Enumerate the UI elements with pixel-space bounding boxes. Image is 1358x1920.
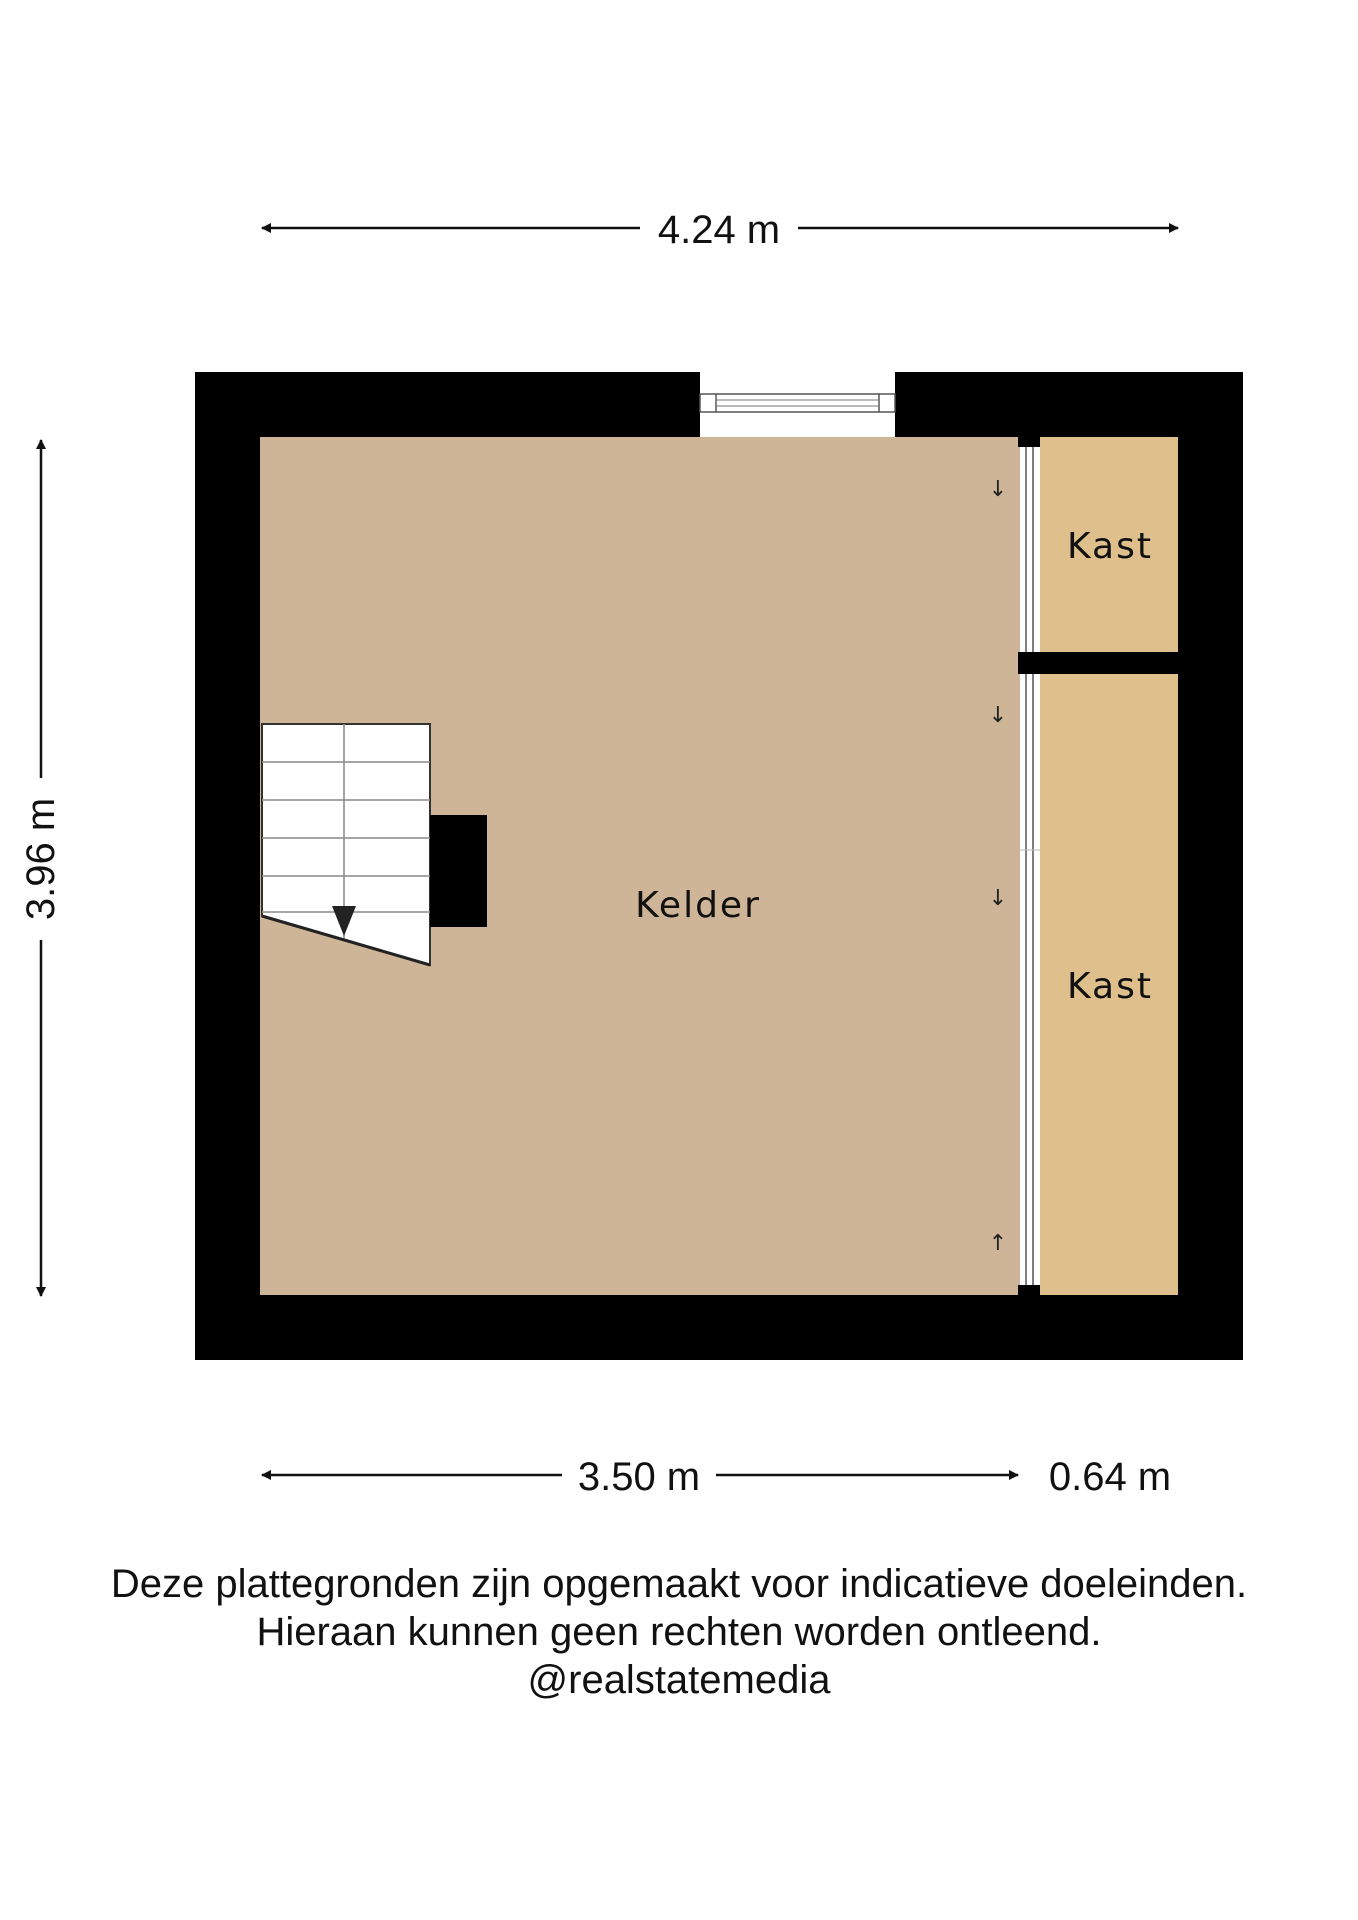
dimension-left-label: 3.96 m bbox=[19, 797, 63, 921]
door-arrow-b: ↓ bbox=[988, 703, 1008, 728]
dimension-left bbox=[19, 440, 63, 1296]
disclaimer-line-2: Hieraan kunnen geen rechten worden ontleend. bbox=[256, 1610, 1102, 1654]
kast-divider-wall bbox=[1018, 652, 1178, 674]
disclaimer-line-1: Deze plattegronden zijn opgemaakt voor indicatieve doeleinden. bbox=[110, 1562, 1248, 1606]
door-post-bottom bbox=[1018, 1285, 1040, 1295]
door-post-top bbox=[1018, 437, 1040, 447]
room-label-kast-upper: Kast bbox=[1067, 526, 1153, 567]
dimension-top-label: 4.24 m bbox=[657, 208, 781, 252]
dimension-bottom-kast-label: 0.64 m bbox=[1048, 1455, 1172, 1499]
window bbox=[700, 372, 895, 437]
room-label-kast-lower: Kast bbox=[1067, 966, 1153, 1007]
door-arrow-c: ↓ bbox=[988, 886, 1008, 911]
disclaimer bbox=[0, 1560, 1358, 1704]
dimension-top bbox=[262, 208, 1178, 252]
door-arrow-a: ↓ bbox=[988, 477, 1008, 502]
sliding-door-upper[interactable] bbox=[1020, 437, 1040, 652]
chimney-block bbox=[430, 815, 487, 927]
dimension-bottom bbox=[262, 1455, 1171, 1499]
disclaimer-credit: @realstatemedia bbox=[527, 1658, 831, 1702]
room-label-kelder: Kelder bbox=[635, 885, 761, 926]
door-arrow-d: ↑ bbox=[988, 1231, 1008, 1256]
dimension-bottom-main-label: 3.50 m bbox=[577, 1455, 701, 1499]
sliding-door-lower[interactable] bbox=[1020, 674, 1040, 1295]
